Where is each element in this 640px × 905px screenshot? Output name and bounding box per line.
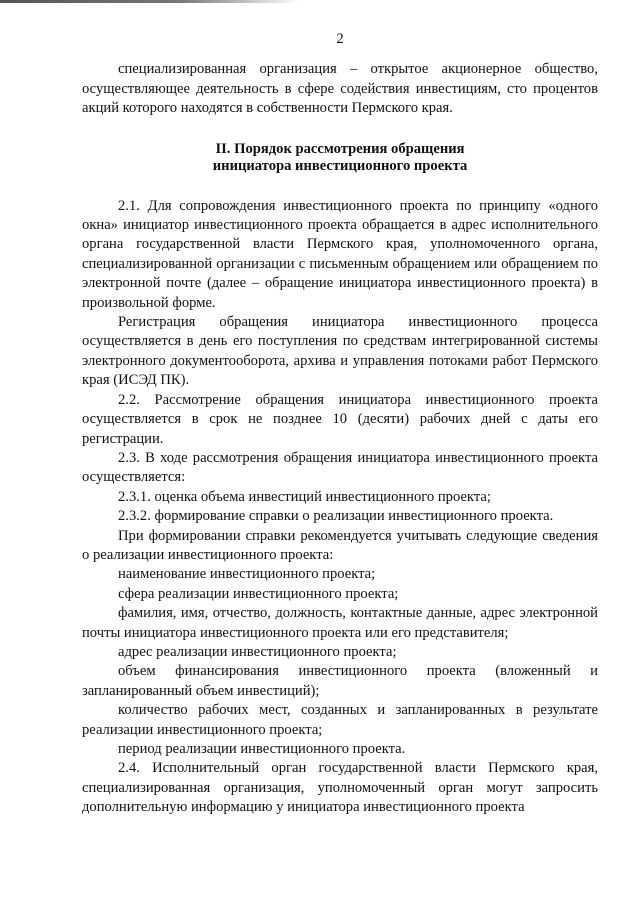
scan-edge-mark (0, 0, 300, 3)
list-item-project-name: наименование инвестиционного проекта; (118, 566, 376, 583)
paragraph-2-1: 2.1. Для сопровождения инвестиционного проекта по принципу «одного окна» инициатор инвестиционного проекта обращается в адрес исполнительного органа государственной власти Пермского края, уполномоченного органа, специализированной организации с письменным обращением или обращением по электронной почте (далее – обращение инициатора инвестиционного проекта) в произвольной форме. (82, 197, 598, 311)
paragraph-reference-info: При формировании справки рекомендуется учитывать следующие сведения о реализации инвестиционного проекта: (82, 527, 598, 563)
list-item-financing-volume: объем финансирования инвестиционного проекта (вложенный и запланированный объем инвестиций); (82, 663, 598, 699)
list-item-project-period: период реализации инвестиционного проекта. (118, 741, 406, 757)
paragraph-2-3: 2.3. В ходе рассмотрения обращения инициатора инвестиционного проекта осуществляется: (82, 449, 598, 486)
paragraph-2-3-2: 2.3.2. формирование справки о реализации инвестиционного проекта. (118, 508, 554, 525)
paragraph-registration: Регистрация обращения инициатора инвестиционного процесса осуществляется в день его поступления по средствам интегрированной системы электронного документооборота, архива и управления потоками работ Пермского края (ИСЭД ПК). (82, 314, 598, 389)
paragraph-2-4: 2.4. Исполнительный орган государственной власти Пермского края, специализированная организация, уполномоченный орган могут запросить дополнительную информацию у инициатора инвестиционного проекта (82, 760, 598, 816)
section-heading-line-1: II. Порядок рассмотрения обращения (215, 140, 465, 157)
list-item-contact-details: фамилия, имя, отчество, должность, контактные данные, адрес электронной почты инициатора инвестиционного проекта или его представителя; (82, 605, 598, 641)
intro-paragraph: специализированная организация – открытое акционерное общество, осуществляющее деятельность в сфере содействия инвестициям, сто процентов акций которого находятся в собственности Пермского края. (82, 61, 598, 117)
list-item-project-sphere: сфера реализации инвестиционного проекта; (118, 585, 399, 602)
section-heading-line-2: инициатора инвестиционного проекта (212, 157, 468, 174)
list-item-jobs: количество рабочих мест, созданных и запланированных в результате реализации инвестиционного проекта; (82, 702, 598, 738)
section-heading (82, 141, 598, 175)
page-number: 2 (336, 31, 344, 47)
paragraph-2-2: 2.2. Рассмотрение обращения инициатора инвестиционного проекта осуществляется в срок не позднее 10 (десяти) рабочих дней с даты его регистрации. (82, 391, 598, 447)
paragraph-2-3-1: 2.3.1. оценка объема инвестиций инвестиционного проекта; (118, 488, 491, 505)
document-page (82, 30, 598, 818)
list-item-project-address: адрес реализации инвестиционного проекта; (118, 643, 397, 660)
